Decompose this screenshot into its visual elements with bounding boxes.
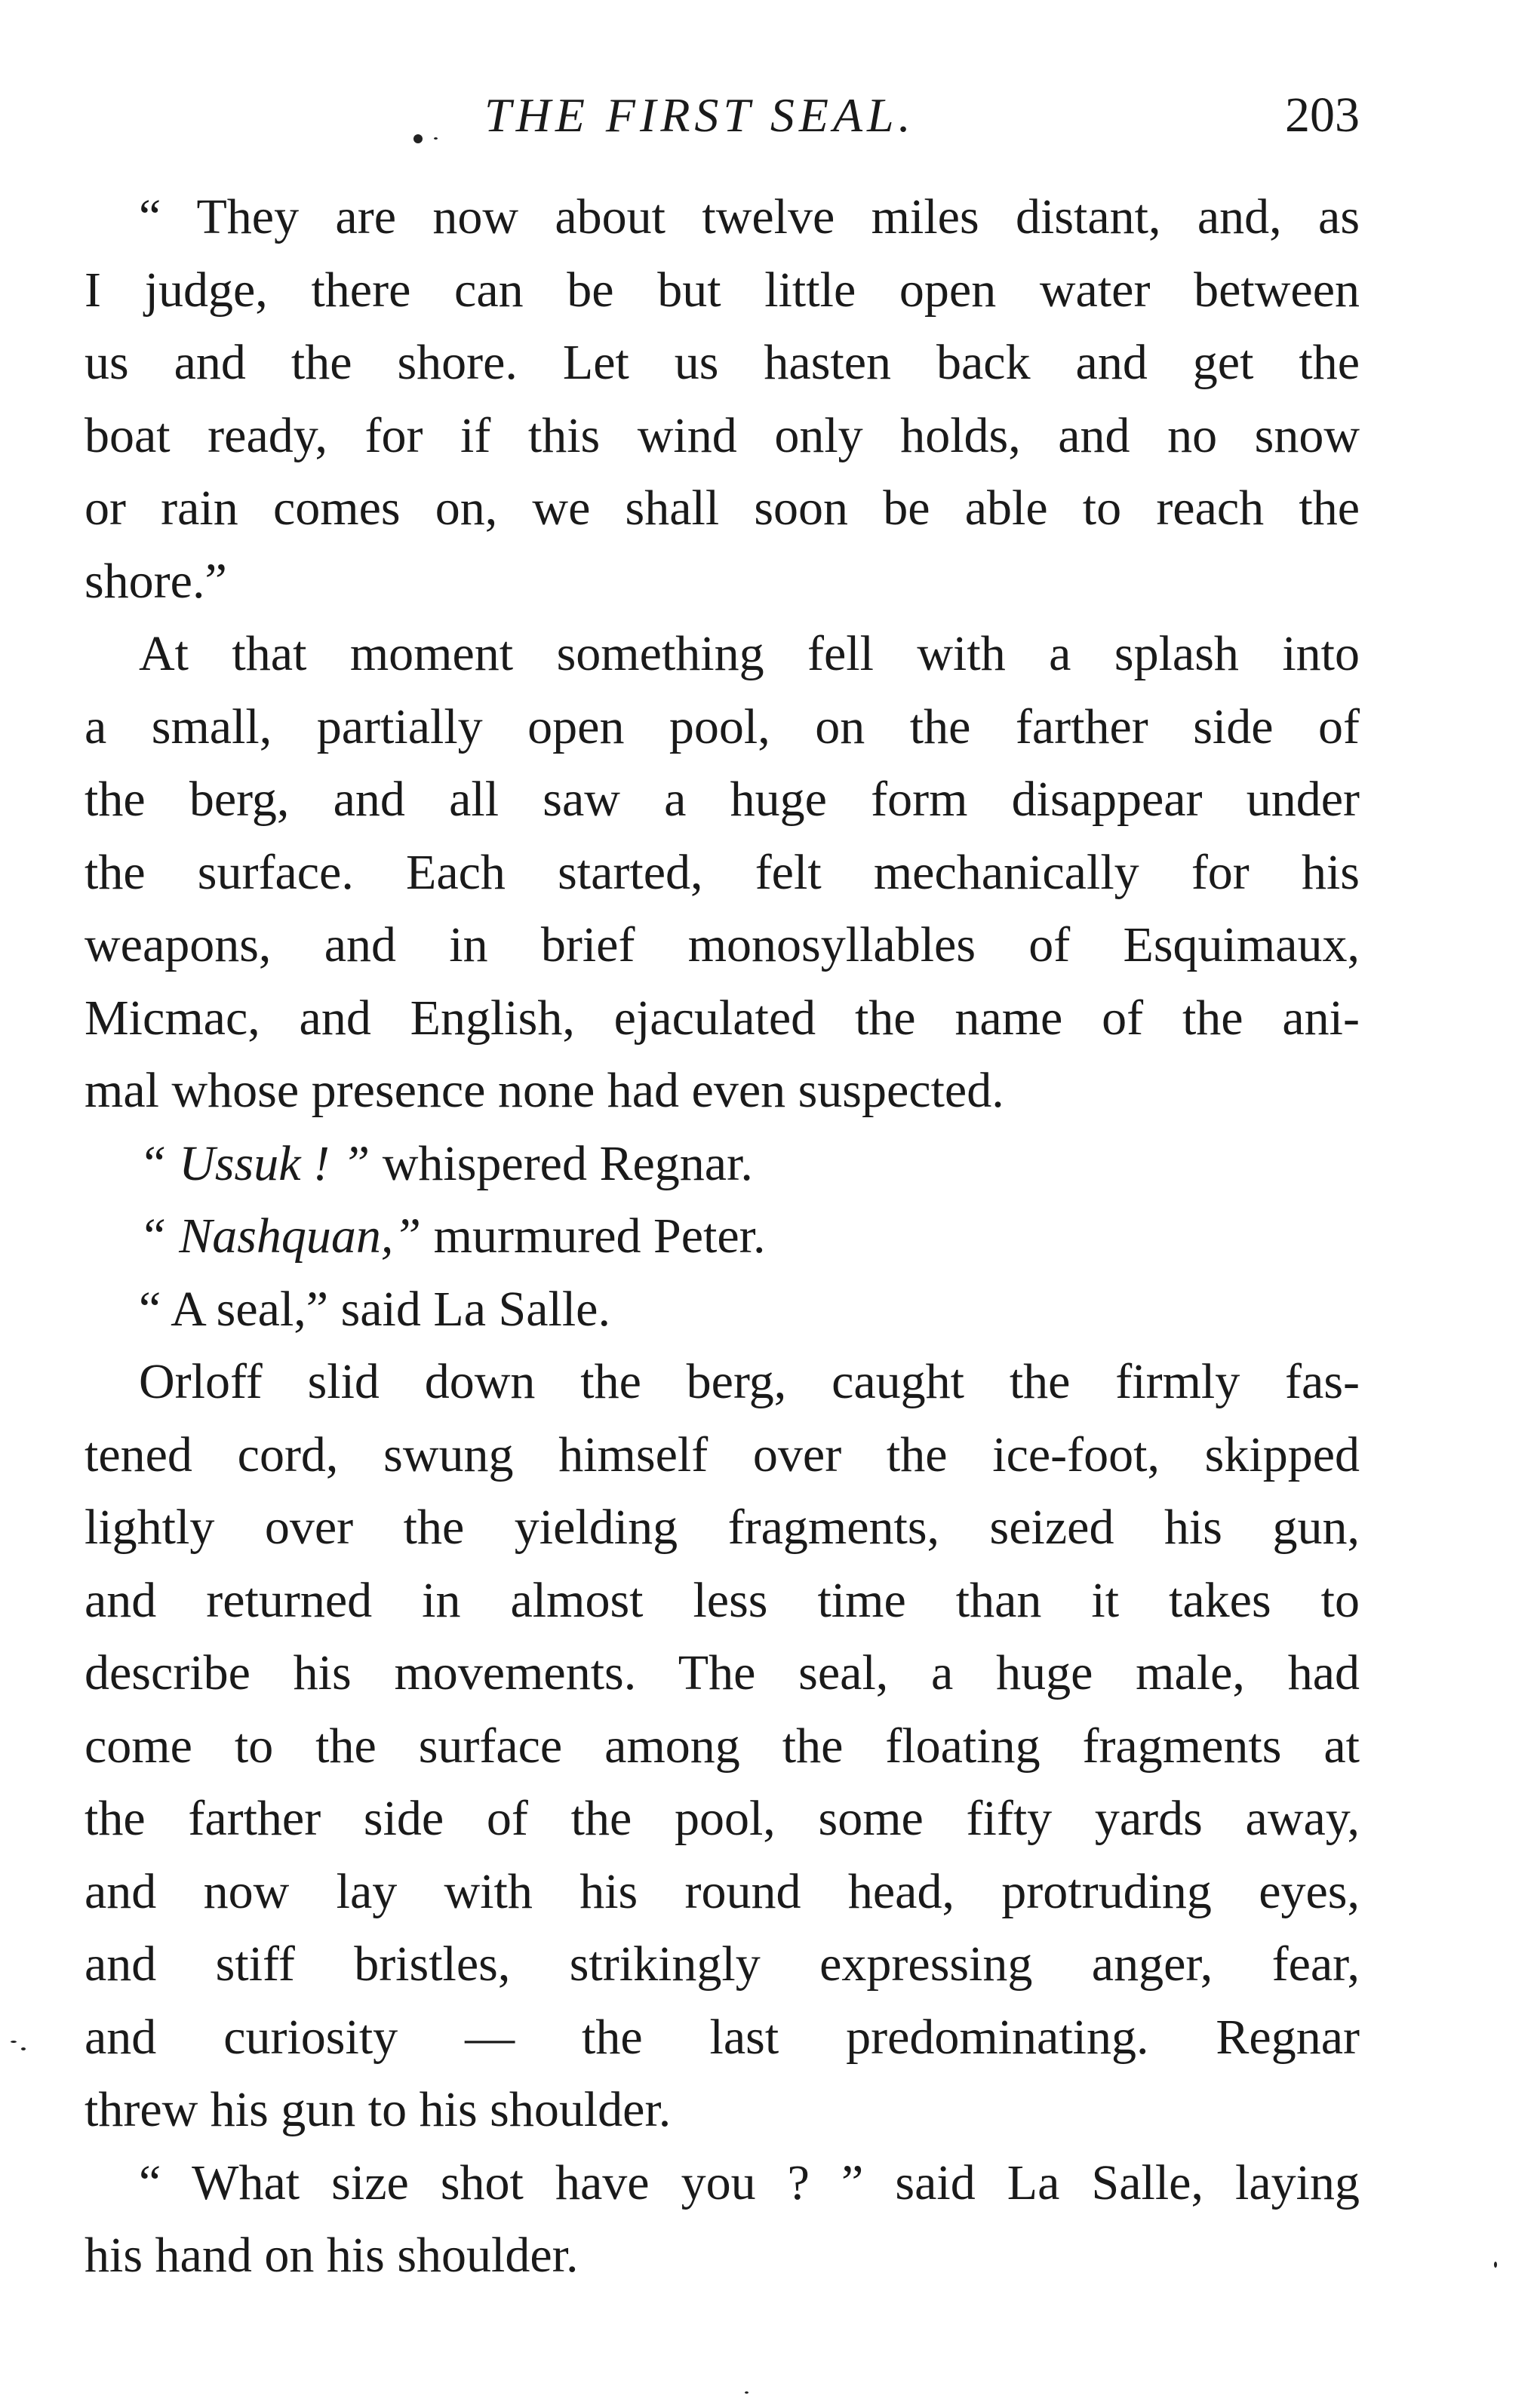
scan-speck (413, 134, 423, 143)
text-line: weapons, and in brief monosyllables of Esquimaux, (85, 917, 1360, 972)
scan-speck (11, 2041, 17, 2043)
scan-speck (1494, 2262, 1497, 2268)
text-line: lightly over the yielding fragments, seized his gun, (85, 1500, 1360, 1555)
text-line: I judge, there can be but little open water between (85, 262, 1360, 318)
scan-speck (21, 2047, 26, 2050)
text-line: the surface. Each started, felt mechanically for his (85, 844, 1360, 900)
dialogue-text: murmured Peter. (433, 1209, 766, 1264)
text-line: “ What size shot have you ? ” said La Salle, laying (139, 2155, 1360, 2210)
running-head (85, 81, 1360, 149)
text-line: and returned in almost less time than it takes to (85, 1572, 1360, 1628)
text-line: and curiosity — the last predominating. Regnar (85, 2009, 1360, 2065)
text-line: the farther side of the pool, some fifty yards away, (85, 1791, 1360, 1846)
text-line: the berg, and all saw a huge form disappear under (85, 772, 1360, 827)
text-line: his hand on his shoulder. (85, 2228, 579, 2283)
text-line: and stiff bristles, strikingly expressing anger, fear, (85, 1937, 1360, 1992)
dialogue-text: whispered Regnar. (382, 1135, 753, 1191)
scan-speck (434, 137, 438, 140)
text-line: mal whose presence none had even suspected. (85, 1063, 1004, 1118)
text-line: us and the shore. Let us hasten back and get the (85, 335, 1360, 390)
italic-word: “ Nashquan,” (139, 1209, 422, 1264)
text-line: a small, partially open pool, on the farther side of (85, 699, 1360, 754)
text-line: threw his gun to his shoulder. (85, 2082, 672, 2137)
running-title: THE FIRST SEAL. (484, 88, 915, 142)
text-line: describe his movements. The seal, a huge male, had (85, 1645, 1360, 1700)
text-line: At that moment something fell with a splash into (139, 626, 1360, 681)
text-line: tened cord, swung himself over the ice-foot, skipped (85, 1427, 1360, 1482)
text-line: “ A seal,” said La Salle. (139, 1281, 610, 1337)
dialogue-line-nashquan (85, 1200, 1360, 1273)
scan-speck (745, 2391, 749, 2394)
text-line: “ They are now about twelve miles distant, and, as (139, 189, 1360, 244)
text-line: Orloff slid down the berg, caught the firmly fas- (139, 1354, 1360, 1409)
text-line: shore.” (85, 553, 227, 609)
dialogue-line-ussuk (85, 1128, 1360, 1201)
text-line: and now lay with his round head, protruding eyes, (85, 1863, 1360, 1919)
text-line: come to the surface among the floating fragments at (85, 1718, 1360, 1774)
text-line: or rain comes on, we shall soon be able to reach the (85, 481, 1360, 536)
text-line: boat ready, for if this wind only holds, and no snow (85, 407, 1360, 463)
italic-word: “ Ussuk ! ” (139, 1135, 370, 1191)
body-text (85, 181, 1360, 2293)
page-number: 203 (1285, 88, 1360, 143)
text-line: Micmac, and English, ejaculated the name of the ani- (85, 990, 1360, 1046)
